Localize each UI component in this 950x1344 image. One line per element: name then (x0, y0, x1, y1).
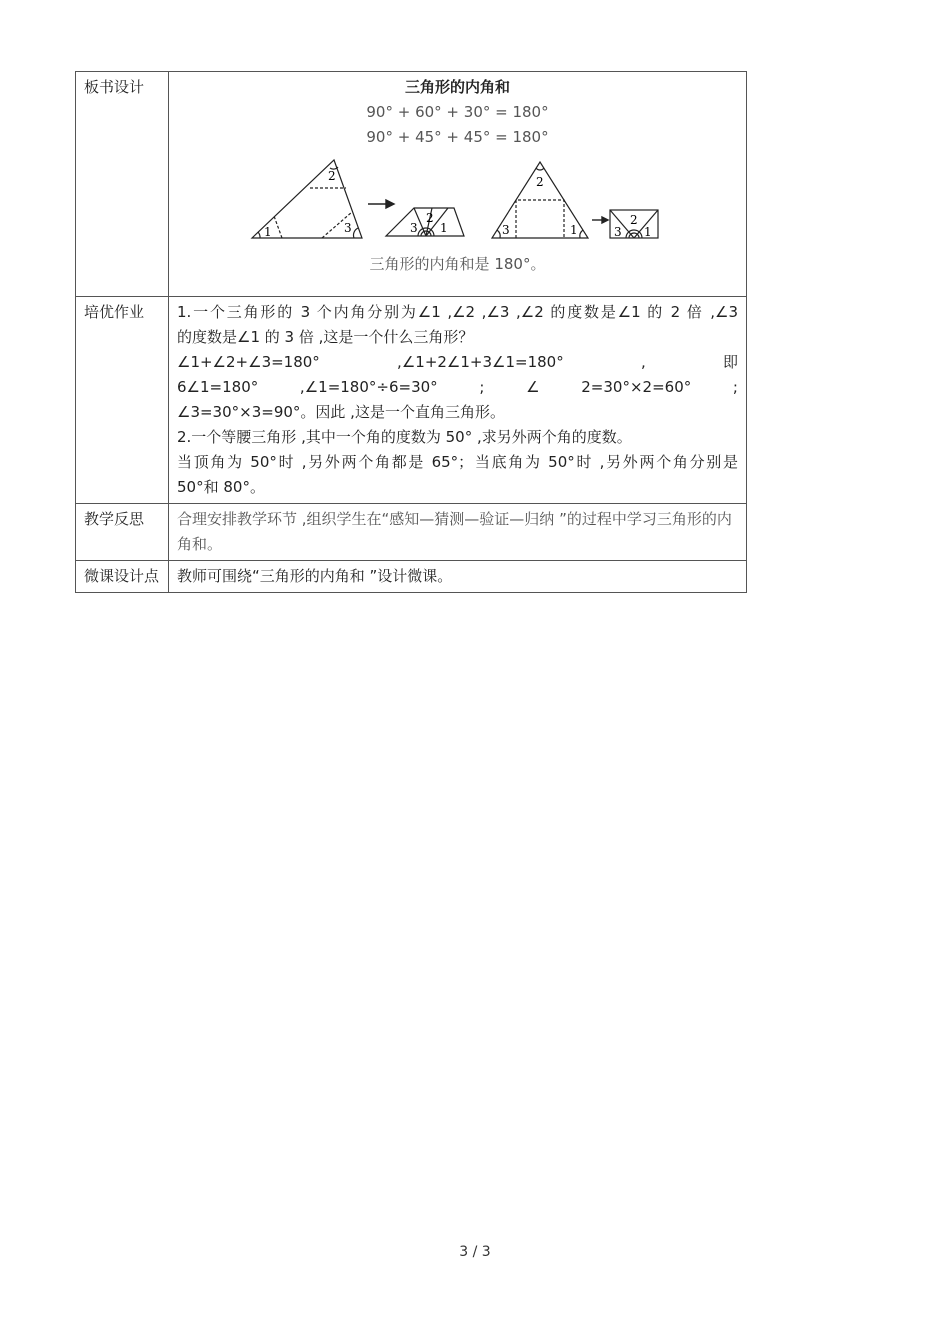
page-number: 3 / 3 (459, 1244, 491, 1260)
answer-2-line-2: 50°和 80°。 (177, 478, 265, 496)
reflection-label: 教学反思 (76, 504, 169, 561)
question-1-line-1: 1.一个三角形的 3 个内角分别为∠1 ,∠2 ,∠3 ,∠2 的度数是∠1 的 2 倍 ,∠3 (177, 303, 738, 321)
fig3-angle-2: 2 (535, 175, 544, 189)
micro-lesson-row (76, 561, 747, 593)
arrow-icon (592, 217, 608, 223)
lesson-table (75, 71, 747, 593)
fig2-angle-2: 2 (425, 211, 434, 225)
reflection-text: 合理安排教学环节 ,组织学生在“感知—猜测—验证—归纳 ”的过程中学习三角形的内角和。 (169, 504, 747, 561)
answer-1-line-3: ∠3=30°×3=90°。因此 ,这是一个直角三角形。 (177, 403, 505, 421)
question-2: 2.一个等腰三角形 ,其中一个角的度数为 50° ,求另外两个角的度数。 (177, 428, 632, 446)
answer-2-line-1: 当顶角为 50°时 ,另外两个角都是 65°；当底角为 50°时 ,另外两个角分别是 (177, 453, 738, 471)
micro-lesson-text: 教师可围绕“三角形的内角和 ”设计微课。 (169, 561, 747, 593)
question-1-line-2: 的度数是∠1 的 3 倍 ,这是一个什么三角形？ (177, 328, 474, 346)
figure-folded-trapezoid (386, 208, 464, 236)
board-design-row (76, 72, 747, 297)
fig2-angle-1: 1 (439, 221, 448, 235)
homework-content (169, 297, 747, 504)
fig3-angle-1: 1 (569, 223, 578, 237)
fig1-angle-3: 3 (343, 221, 352, 235)
micro-lesson-label: 微课设计点 (76, 561, 169, 593)
fig1-angle-2: 2 (327, 169, 336, 183)
fig2-angle-3: 3 (409, 221, 418, 235)
answer-1-line-2: 6∠1=180° ,∠1=180°÷6=30° ; ∠ 2=30°×2=60° ; (177, 378, 738, 396)
angle-sum-diagram (248, 156, 668, 246)
fig3-angle-3: 3 (501, 223, 510, 237)
answer-1-line-1: ∠1+∠2+∠3=180° ,∠1+2∠1+3∠1=180° , 即 (177, 353, 738, 371)
fig4-angle-1: 1 (643, 225, 652, 239)
fig4-angle-3: 3 (613, 225, 622, 239)
board-title: 三角形的内角和 (404, 78, 510, 96)
arrow-icon (368, 200, 394, 208)
fig1-angle-1: 1 (263, 225, 272, 239)
reflection-row (76, 504, 747, 561)
homework-label: 培优作业 (76, 297, 169, 504)
fig4-angle-2: 2 (629, 213, 638, 227)
homework-row (76, 297, 747, 504)
board-design-label: 板书设计 (76, 72, 169, 297)
board-design-content (169, 72, 747, 297)
equation-2: 90° + 45° + 45° = 180° (366, 128, 549, 146)
conclusion-text: 三角形的内角和是 180°。 (369, 255, 546, 273)
equation-1: 90° + 60° + 30° = 180° (366, 103, 549, 121)
